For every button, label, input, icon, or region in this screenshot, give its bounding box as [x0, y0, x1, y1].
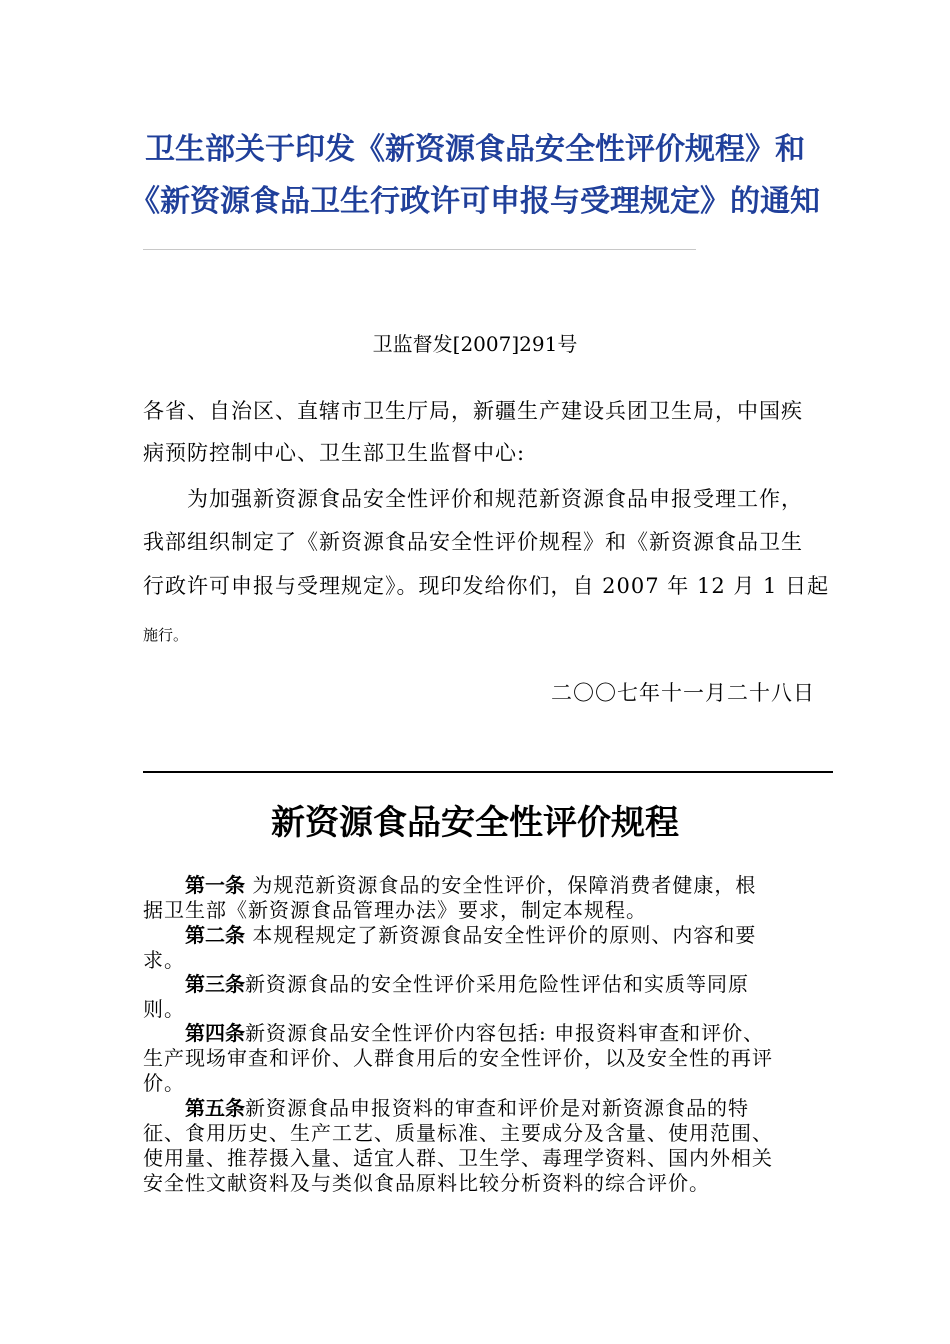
- article-4-line-3: 价。: [143, 1071, 185, 1095]
- notice-body-line: 各省、自治区、直辖市卫生厅局，新疆生产建设兵团卫生局，中国疾: [143, 399, 803, 423]
- article-text: 新资源食品安全性评价内容包括: 申报资料审查和评价、: [245, 1021, 765, 1045]
- article-2-line-2: 求。: [143, 948, 185, 972]
- document-number: 卫监督发[2007]291号: [372, 332, 578, 356]
- article-3-line-1: [143, 972, 749, 996]
- article-4-line-2: 生产现场审查和评价、人群食用后的安全性评价，以及安全性的再评: [143, 1046, 773, 1070]
- article-text: 本规程规定了新资源食品安全性评价的原则、内容和要: [245, 923, 757, 947]
- notice-title-line-2: 《新资源食品卫生行政许可申报与受理规定》的通知: [130, 184, 820, 219]
- article-label: 第一条: [185, 873, 245, 897]
- article-text: 新资源食品申报资料的审查和评价是对新资源食品的特: [245, 1096, 749, 1120]
- article-label: 第五条: [185, 1096, 245, 1120]
- article-1-line-2: 据卫生部《新资源食品管理办法》要求，制定本规程。: [143, 898, 647, 922]
- article-1-line-1: [143, 873, 756, 897]
- notice-body-line: 病预防控制中心、卫生部卫生监督中心:: [143, 441, 526, 465]
- article-4-line-1: [143, 1021, 764, 1045]
- section-divider: [143, 771, 833, 773]
- article-2-line-1: [143, 923, 756, 947]
- article-5-line-3: 使用量、推荐摄入量、适宜人群、卫生学、毒理学资料、国内外相关: [143, 1146, 773, 1170]
- title-divider: [143, 249, 696, 250]
- article-5-line-4: 安全性文献资料及与类似食品原料比较分析资料的综合评价。: [143, 1171, 710, 1195]
- notice-date: 二〇〇七年十一月二十八日: [551, 681, 815, 705]
- notice-body-line: 行政许可申报与受理规定》。现印发给你们，自 2007 年 12 月 1 日起: [143, 574, 830, 598]
- notice-body-line: 为加强新资源食品安全性评价和规范新资源食品申报受理工作，: [143, 487, 803, 511]
- article-5-line-1: [143, 1096, 749, 1120]
- notice-body-line: 施行。: [143, 626, 189, 644]
- article-label: 第二条: [185, 923, 245, 947]
- article-text: 新资源食品的安全性评价采用危险性评估和实质等同原: [245, 972, 749, 996]
- article-5-line-2: 征、食用历史、生产工艺、质量标准、主要成分及含量、使用范围、: [143, 1121, 773, 1145]
- notice-body-line: 我部组织制定了《新资源食品安全性评价规程》和《新资源食品卫生: [143, 530, 803, 554]
- article-label: 第四条: [185, 1021, 245, 1045]
- notice-title-line-1: 卫生部关于印发《新资源食品安全性评价规程》和: [145, 132, 805, 167]
- article-text: 为规范新资源食品的安全性评价，保障消费者健康，根: [245, 873, 757, 897]
- article-3-line-2: 则。: [143, 997, 185, 1021]
- article-label: 第三条: [185, 972, 245, 996]
- regulation-title: 新资源食品安全性评价规程: [271, 803, 679, 843]
